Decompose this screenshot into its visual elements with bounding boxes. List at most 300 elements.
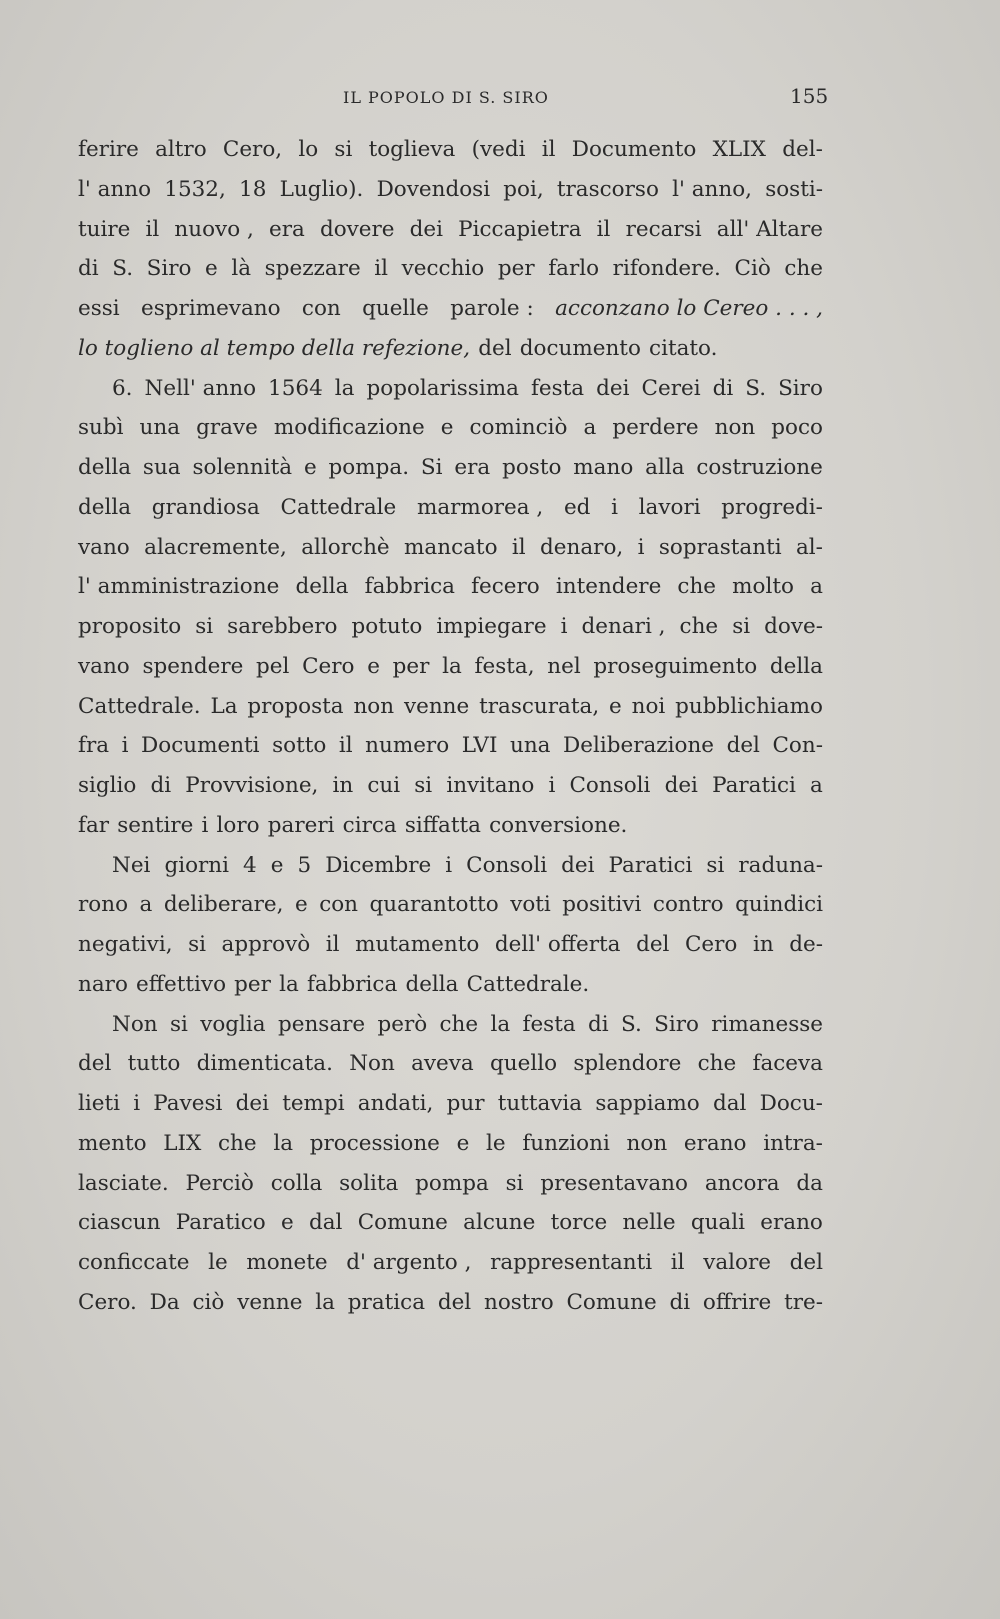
- word: 18: [239, 176, 267, 202]
- word: lasciate.: [78, 1170, 169, 1196]
- word: XLIX: [712, 137, 766, 162]
- word: Cattedrale: [280, 494, 397, 520]
- word: d' argento ,: [346, 1250, 472, 1275]
- text-line: [78, 408, 823, 448]
- word: Non: [112, 1011, 158, 1037]
- running-header: [0, 84, 1000, 114]
- word: sosti-: [765, 176, 823, 202]
- word: invitano: [446, 773, 535, 798]
- word: di: [712, 375, 734, 401]
- word: il: [325, 932, 340, 957]
- word: il: [596, 216, 611, 242]
- word: i: [611, 494, 618, 520]
- word: denari ,: [581, 614, 666, 639]
- word: di: [78, 256, 99, 282]
- word: Cerei: [641, 375, 701, 401]
- word: della: [78, 455, 132, 480]
- word: le: [486, 1130, 506, 1156]
- word: denaro,: [540, 534, 624, 560]
- word: trascorso: [556, 176, 659, 202]
- word: ciascun: [78, 1210, 161, 1236]
- word: Perciò: [185, 1170, 254, 1196]
- word: a: [810, 574, 823, 600]
- word: far: [78, 812, 110, 838]
- word: però: [377, 1011, 428, 1037]
- word: sarebbero: [227, 614, 338, 639]
- word: pompa: [415, 1170, 489, 1196]
- word: Provvisione,: [185, 773, 319, 798]
- word: dove-: [764, 614, 823, 639]
- word: Pavesi: [153, 1091, 223, 1116]
- word: della: [295, 574, 349, 600]
- text-line: [78, 528, 823, 568]
- text-line: [78, 130, 823, 170]
- word: era: [454, 455, 491, 480]
- word: Nell' anno: [144, 375, 257, 401]
- word: non: [626, 1130, 668, 1156]
- word: Siro: [146, 256, 192, 282]
- word: i: [121, 733, 129, 759]
- text-line: [78, 1044, 823, 1084]
- word: proposito: [78, 614, 182, 639]
- word: ciò: [192, 1289, 225, 1315]
- word: Piccapietra: [458, 216, 582, 242]
- text-line: [78, 329, 823, 369]
- word: quarantotto: [369, 892, 499, 918]
- word: ferire: [78, 137, 139, 162]
- word: e: [205, 256, 218, 282]
- word: al-: [795, 534, 823, 560]
- word: le: [208, 1250, 228, 1275]
- word: si: [195, 614, 214, 639]
- text-line: [78, 806, 823, 846]
- word: proposta: [247, 693, 344, 719]
- word: mano: [573, 455, 634, 480]
- word: LVI: [461, 733, 498, 759]
- text-line: [78, 687, 823, 727]
- word: i: [560, 614, 568, 639]
- word: che: [677, 574, 717, 600]
- word: si: [505, 1170, 524, 1196]
- word: e: [270, 852, 284, 878]
- word: ancora: [704, 1170, 780, 1196]
- word: il: [670, 1250, 685, 1275]
- word: S.: [112, 256, 134, 282]
- word: vecchio: [401, 256, 485, 282]
- text-line: [78, 846, 823, 886]
- text-line: [78, 1005, 823, 1045]
- text-line: [78, 885, 823, 925]
- word: Siro: [778, 375, 823, 401]
- word: parole :: [450, 296, 534, 321]
- word: si: [706, 852, 725, 878]
- word: citato.: [649, 335, 718, 361]
- word: e: [456, 1130, 470, 1156]
- word: offrire: [702, 1289, 772, 1315]
- text-line: [78, 170, 823, 210]
- word: fecero: [471, 574, 540, 600]
- word: effettivo: [136, 971, 227, 997]
- word: Cero: [684, 932, 738, 957]
- word: del: [726, 733, 760, 759]
- word: cui: [367, 773, 401, 798]
- word: pubblichiamo: [675, 693, 823, 719]
- word: spezzare: [264, 256, 361, 282]
- word: i: [133, 1091, 141, 1116]
- word: che: [784, 256, 823, 282]
- word: recarsi: [625, 216, 702, 242]
- word: sappiamo: [595, 1091, 700, 1116]
- word: di: [588, 1011, 609, 1037]
- word: 4: [243, 852, 257, 878]
- word: mancato: [404, 534, 498, 560]
- word: documento: [519, 335, 641, 361]
- text-line: [78, 1164, 823, 1204]
- word: lo: [298, 137, 319, 162]
- word: nelle: [622, 1210, 676, 1236]
- word: poi,: [503, 176, 544, 202]
- word: lieti: [78, 1091, 120, 1116]
- word: Cero.: [78, 1289, 137, 1315]
- word: loro: [216, 812, 260, 838]
- word: la: [273, 1130, 294, 1156]
- word: Con-: [772, 733, 823, 759]
- word: quindici: [735, 892, 823, 918]
- word: funzioni: [522, 1130, 610, 1156]
- word: trascurata,: [479, 693, 600, 719]
- word: proseguimento: [593, 653, 758, 679]
- word: il: [145, 216, 160, 242]
- word: marmorea ,: [416, 494, 544, 520]
- text-line: [78, 726, 823, 766]
- word: mento: [78, 1130, 147, 1156]
- word: contro: [652, 892, 724, 918]
- word: spendere: [142, 653, 244, 679]
- text-line: [78, 607, 823, 647]
- word: per: [497, 256, 535, 282]
- word: S.: [620, 1011, 642, 1037]
- word: per: [392, 653, 430, 679]
- word: pensare: [277, 1011, 366, 1037]
- word: mutamento: [355, 932, 480, 957]
- text-line: [78, 925, 823, 965]
- word: venne: [237, 1289, 303, 1315]
- word: la: [315, 1289, 335, 1315]
- word: si: [188, 932, 206, 957]
- word: modificazione: [273, 415, 425, 441]
- word: della: [769, 653, 823, 679]
- word: si: [732, 614, 751, 639]
- word: solennità: [192, 455, 293, 480]
- word: dell' offerta: [494, 932, 621, 957]
- word: sotto: [272, 733, 327, 759]
- word: i: [637, 534, 645, 560]
- word: il: [374, 256, 389, 282]
- word: numero: [365, 733, 450, 759]
- word: della: [405, 971, 459, 997]
- word: 6.: [112, 375, 133, 401]
- word: pur: [446, 1091, 485, 1116]
- word: pompa.: [328, 455, 410, 480]
- word: poco: [771, 415, 823, 441]
- word: grave: [196, 415, 258, 441]
- word: dei: [664, 773, 698, 798]
- word: potuto: [351, 614, 423, 639]
- text-line: [78, 1243, 823, 1283]
- word: Docu-: [759, 1091, 823, 1116]
- body-text: [78, 130, 823, 1323]
- word: tempi: [282, 1091, 345, 1116]
- text-line: [78, 567, 823, 607]
- text-line: [78, 1084, 823, 1124]
- word: il: [338, 733, 353, 759]
- word: e: [280, 1210, 294, 1236]
- text-line: [78, 210, 823, 250]
- word: erano: [760, 1210, 823, 1236]
- word: Paratici: [712, 773, 796, 798]
- page-number: 155: [790, 84, 829, 108]
- word: noi: [631, 693, 666, 719]
- word: Ciò: [734, 256, 771, 282]
- word: Luglio).: [279, 176, 364, 202]
- word: che: [439, 1011, 479, 1037]
- word: una: [139, 415, 181, 441]
- word: la: [334, 375, 355, 401]
- word: da: [796, 1170, 823, 1196]
- text-line: [78, 249, 823, 289]
- word: esprimevano: [141, 296, 281, 321]
- word: l' anno,: [672, 176, 752, 202]
- word: LIX: [163, 1130, 202, 1156]
- word: una: [509, 733, 551, 759]
- word: il: [511, 534, 526, 560]
- word: splendore: [573, 1051, 682, 1077]
- word: l' anno: [78, 176, 152, 202]
- word: rappresentanti: [490, 1250, 653, 1275]
- text-line: [78, 647, 823, 687]
- word: perdere: [612, 415, 699, 441]
- word: S.: [745, 375, 767, 401]
- word: costruzione: [696, 455, 823, 480]
- word: di: [150, 773, 172, 798]
- word: molto: [732, 574, 794, 600]
- word: i: [445, 852, 453, 878]
- word: tuttavia: [497, 1091, 583, 1116]
- word: di: [669, 1289, 691, 1315]
- word: rono: [78, 892, 129, 918]
- word: raduna-: [738, 852, 823, 878]
- word: a: [583, 415, 597, 441]
- word: nostro: [483, 1289, 554, 1315]
- word: fabbrica: [306, 971, 398, 997]
- word: alacremente,: [144, 534, 287, 560]
- word: pratica: [347, 1289, 426, 1315]
- word: e: [303, 455, 317, 480]
- word: siglio: [78, 773, 137, 798]
- word: Consoli: [569, 773, 651, 798]
- word: Deliberazione: [563, 733, 715, 759]
- word: dal: [308, 1210, 343, 1236]
- word: subì: [78, 415, 124, 441]
- word: lavori: [638, 494, 701, 520]
- word: e: [294, 892, 308, 918]
- word: Cero,: [222, 137, 283, 162]
- word: Cattedrale.: [78, 693, 201, 719]
- word: La: [210, 693, 238, 719]
- word: farlo: [548, 256, 600, 282]
- word: quello: [490, 1051, 558, 1077]
- word: allorchè: [301, 534, 390, 560]
- word: toglieva: [368, 137, 456, 162]
- word: deliberare,: [163, 892, 284, 918]
- word: della: [78, 494, 132, 520]
- word: positivi: [562, 892, 642, 918]
- word: acconzano lo Cereo . . . ,: [555, 296, 823, 321]
- word: del: [789, 1250, 823, 1275]
- word: del: [478, 335, 512, 361]
- word: che: [697, 1051, 737, 1077]
- word: intra-: [763, 1130, 823, 1156]
- word: andati,: [357, 1091, 434, 1116]
- word: del: [636, 932, 670, 957]
- word: la: [442, 653, 462, 679]
- word: sua: [142, 455, 181, 480]
- word: conversione.: [489, 812, 628, 838]
- word: festa: [522, 1011, 576, 1037]
- word: la: [490, 1011, 511, 1037]
- word: dei: [409, 216, 444, 242]
- word: dimenticata.: [196, 1051, 333, 1077]
- word: Cero: [302, 653, 355, 679]
- word: festa: [530, 375, 585, 401]
- word: naro: [78, 971, 128, 997]
- word: colla: [270, 1170, 323, 1196]
- word: grandiosa: [151, 494, 260, 520]
- text-line: [78, 1124, 823, 1164]
- text-line: [78, 488, 823, 528]
- word: dovere: [319, 216, 395, 242]
- word: lo toglieno al tempo della refezione,: [78, 335, 471, 361]
- running-title: IL POPOLO DI S. SIRO: [343, 88, 549, 107]
- word: Consoli: [466, 852, 548, 878]
- word: cominciò: [469, 415, 568, 441]
- text-line: [78, 766, 823, 806]
- word: tutto: [127, 1051, 181, 1077]
- word: dei: [561, 852, 595, 878]
- word: rimanesse: [711, 1011, 823, 1037]
- text-line: [78, 369, 823, 409]
- word: Comune: [566, 1289, 657, 1315]
- word: posto: [502, 455, 562, 480]
- word: 5: [297, 852, 312, 878]
- text-line: [78, 965, 823, 1005]
- word: de-: [789, 932, 823, 957]
- word: in: [752, 932, 774, 957]
- word: progredi-: [721, 494, 823, 520]
- word: Paratici: [608, 852, 693, 878]
- word: conficcate: [78, 1250, 190, 1275]
- word: voti: [510, 892, 551, 918]
- word: intendere: [555, 574, 662, 600]
- word: alla: [645, 455, 685, 480]
- word: negativi,: [78, 932, 173, 957]
- word: Non: [349, 1051, 395, 1077]
- word: faceva: [752, 1051, 823, 1077]
- word: Documento: [571, 137, 697, 162]
- word: tuire: [78, 216, 131, 242]
- word: giorni: [164, 852, 230, 878]
- word: 1564: [268, 375, 323, 401]
- word: nuovo ,: [174, 216, 254, 242]
- word: soprastanti: [658, 534, 782, 560]
- text-line: [78, 1283, 823, 1323]
- word: e: [609, 693, 622, 719]
- word: la: [279, 971, 299, 997]
- word: impiegare: [436, 614, 547, 639]
- word: non: [714, 415, 756, 441]
- word: siffatta: [404, 812, 481, 838]
- word: dal: [712, 1091, 747, 1116]
- word: quali: [690, 1210, 745, 1236]
- word: nel: [547, 653, 581, 679]
- word: Dovendosi: [376, 176, 491, 202]
- word: con: [301, 296, 341, 321]
- word: fabbrica: [364, 574, 455, 600]
- word: e: [440, 415, 454, 441]
- word: aveva: [411, 1051, 474, 1077]
- word: rifondere.: [612, 256, 721, 282]
- word: il: [541, 137, 556, 162]
- word: Cattedrale.: [466, 971, 590, 997]
- word: festa,: [474, 653, 535, 679]
- word: tre-: [784, 1289, 823, 1315]
- word: fra: [78, 733, 110, 759]
- word: essi: [78, 296, 120, 321]
- word: si: [414, 773, 433, 798]
- word: venne: [403, 693, 470, 719]
- word: pareri: [267, 812, 335, 838]
- word: 1532,: [164, 176, 226, 202]
- word: del: [437, 1289, 472, 1315]
- word: monete: [246, 1250, 328, 1275]
- word: per: [234, 971, 271, 997]
- word: a: [139, 892, 153, 918]
- word: Nei: [112, 852, 151, 878]
- word: del: [78, 1051, 112, 1077]
- word: quelle: [362, 296, 429, 321]
- word: con: [319, 892, 359, 918]
- word: voglia: [200, 1011, 266, 1037]
- word: si: [334, 137, 353, 162]
- word: i: [548, 773, 556, 798]
- word: Siro: [654, 1011, 699, 1037]
- word: popolarissima: [366, 375, 519, 401]
- word: là: [231, 256, 252, 282]
- word: Paratico: [175, 1210, 266, 1236]
- word: che: [679, 614, 719, 639]
- word: Dicembre: [325, 852, 432, 878]
- text-line: [78, 1203, 823, 1243]
- word: sentire: [117, 812, 194, 838]
- word: valore: [703, 1250, 771, 1275]
- word: (vedi: [471, 137, 526, 162]
- word: solita: [339, 1170, 399, 1196]
- text-line: [78, 289, 823, 329]
- word: torce: [550, 1210, 608, 1236]
- word: del-: [782, 137, 823, 162]
- word: alcune: [463, 1210, 536, 1236]
- word: e: [367, 653, 380, 679]
